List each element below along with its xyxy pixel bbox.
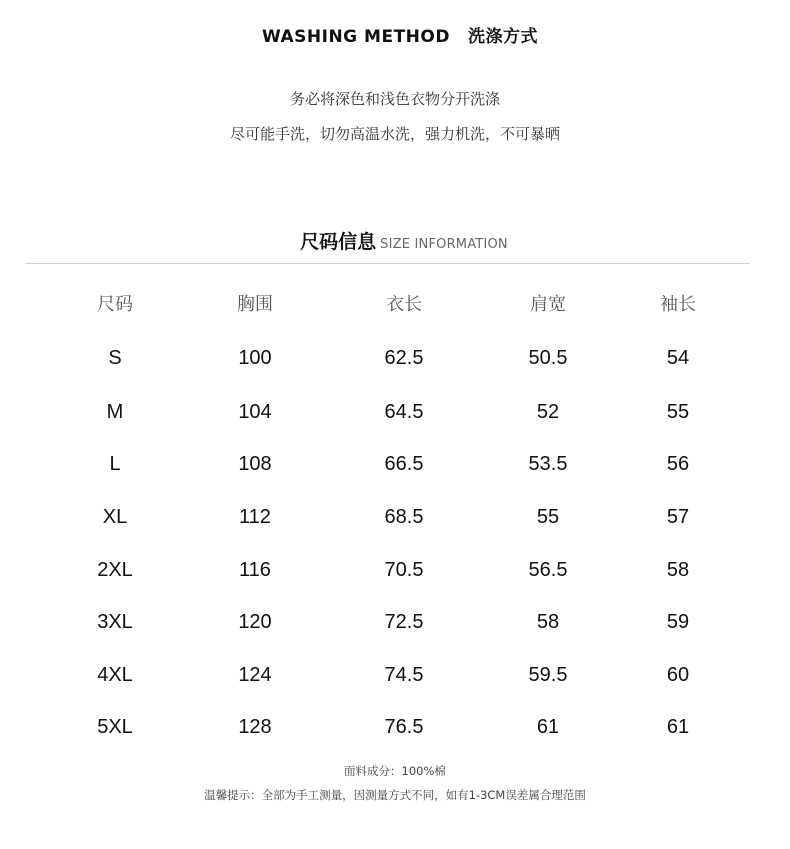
size-title-cn: 尺码信息 <box>300 231 377 253</box>
header-size: 尺码 <box>97 294 133 315</box>
table-cell: 116 <box>239 559 271 581</box>
table-cell: 5XL <box>97 716 133 738</box>
table-cell: 68.5 <box>384 506 424 528</box>
table-cell: 56.5 <box>528 559 568 581</box>
header-chest: 胸围 <box>237 294 273 315</box>
table-cell: S <box>108 347 122 369</box>
table-cell: 76.5 <box>384 716 424 738</box>
table-cell: 61 <box>536 716 560 738</box>
table-cell: 128 <box>238 716 272 738</box>
table-cell: M <box>106 401 124 423</box>
table-cell: 100 <box>238 347 272 369</box>
table-cell: 4XL <box>97 664 133 686</box>
table-cell: XL <box>102 506 128 528</box>
table-cell: 66.5 <box>384 453 424 475</box>
header-length: 衣长 <box>386 294 422 315</box>
table-cell: 59 <box>666 611 690 633</box>
table-cell: 59.5 <box>528 664 568 686</box>
table-cell: 52 <box>536 401 560 423</box>
table-cell: 62.5 <box>384 347 424 369</box>
table-cell: 58 <box>666 559 690 581</box>
table-cell: 58 <box>536 611 560 633</box>
table-cell: 3XL <box>97 611 133 633</box>
header-sleeve: 袖长 <box>660 294 696 315</box>
table-cell: 64.5 <box>384 401 424 423</box>
washing-title-cn: 洗涤方式 <box>467 27 538 47</box>
material-note: 面料成分：100%棉 <box>344 764 446 778</box>
table-cell: 50.5 <box>528 347 568 369</box>
table-cell: 60 <box>666 664 690 686</box>
washing-title-en: WASHING METHOD <box>262 27 450 47</box>
washing-instruction-1: 务必将深色和浅色衣物分开洗涤 <box>289 90 500 108</box>
table-cell: 53.5 <box>528 453 568 475</box>
table-cell: 56 <box>666 453 690 475</box>
size-title-en: SIZE INFORMATION <box>380 237 508 252</box>
table-cell: 54 <box>666 347 690 369</box>
table-cell: 112 <box>239 506 271 528</box>
table-cell: 120 <box>238 611 272 633</box>
header-shoulder: 肩宽 <box>530 294 566 315</box>
table-cell: 104 <box>238 401 272 423</box>
table-cell: 70.5 <box>384 559 424 581</box>
table-cell: 2XL <box>97 559 133 581</box>
washing-instruction-2: 尽可能手洗，切勿高温水洗，强力机洗，不可暴晒 <box>229 125 560 143</box>
table-cell: 55 <box>666 401 690 423</box>
table-cell: 55 <box>536 506 560 528</box>
table-cell: 108 <box>238 453 272 475</box>
table-cell: L <box>109 453 121 475</box>
table-cell: 74.5 <box>384 664 424 686</box>
table-cell: 124 <box>238 664 272 686</box>
table-cell: 57 <box>666 506 690 528</box>
table-cell: 72.5 <box>384 611 424 633</box>
table-cell: 61 <box>666 716 690 738</box>
measurement-tip: 温馨提示：全部为手工测量，因测量方式不同，如有1-3CM误差属合理范围 <box>204 788 586 802</box>
